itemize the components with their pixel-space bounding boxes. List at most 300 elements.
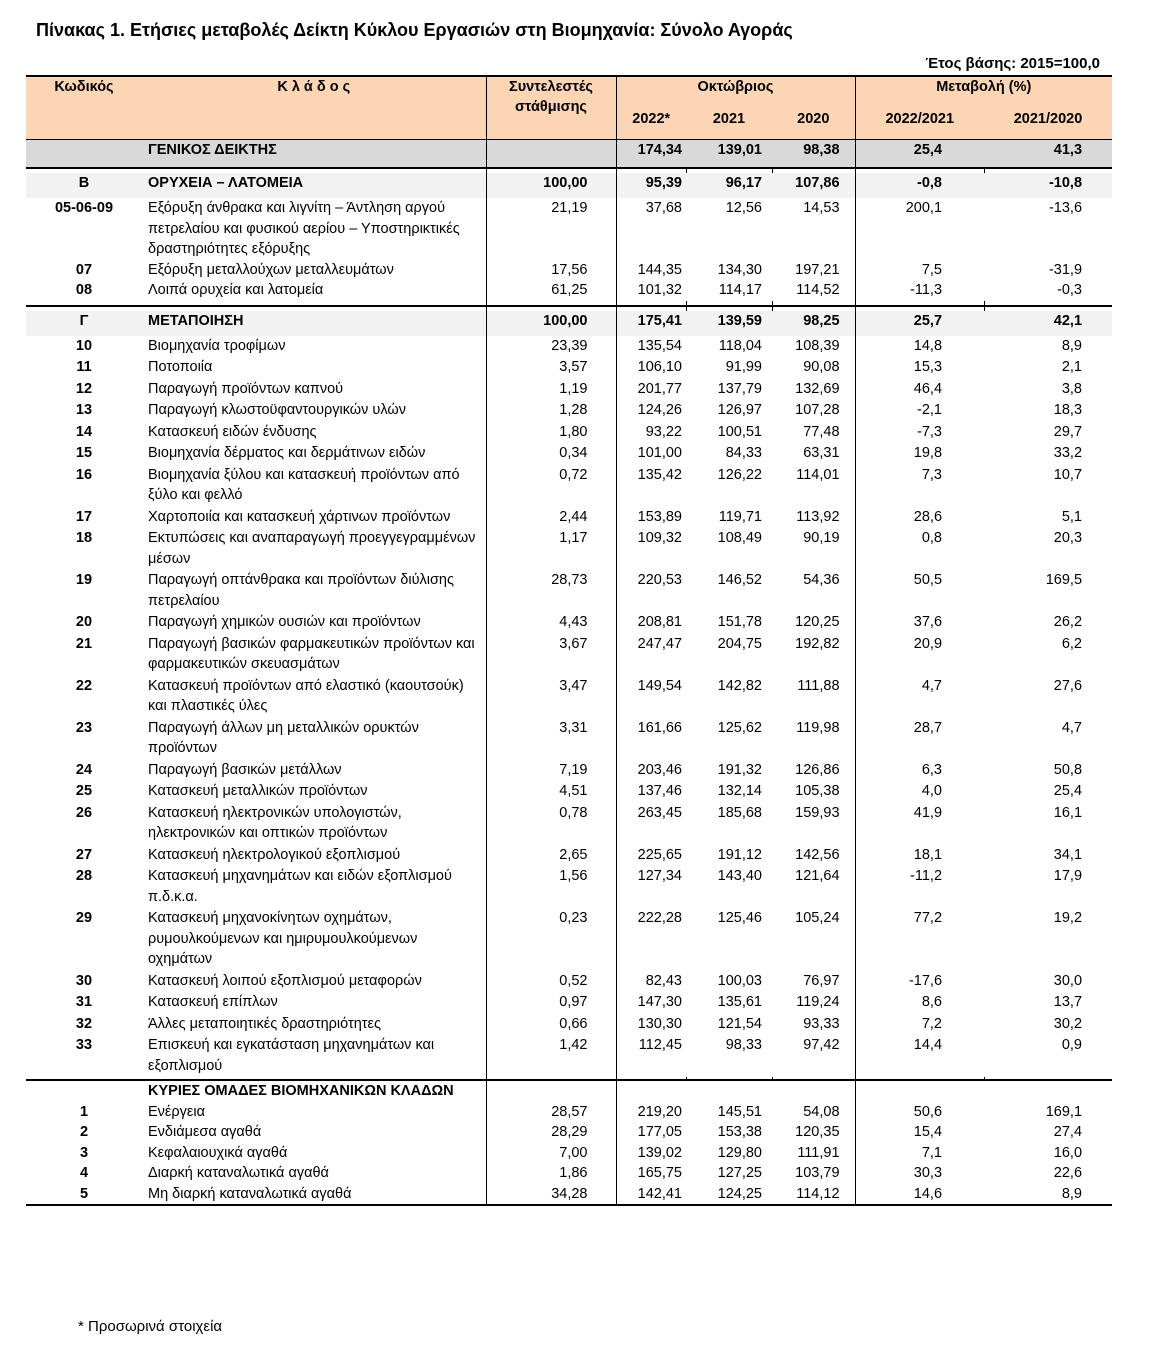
- row-code: 19: [75, 572, 93, 588]
- row-value-2021: 139,59: [686, 311, 772, 336]
- row-value-2022: 201,77: [616, 379, 686, 401]
- row-weight: [486, 1080, 616, 1102]
- table-row: [26, 507, 1112, 529]
- row-value-2020: 107,28: [795, 402, 840, 418]
- row-value-2020: 119,24: [796, 994, 840, 1010]
- row-code: Β: [26, 173, 142, 198]
- row-code: 5: [26, 1184, 142, 1206]
- row-change-1: 6,3: [855, 760, 984, 782]
- row-value-2021: 125,46: [717, 910, 762, 926]
- row-weight: 1,80: [486, 422, 616, 444]
- row-name: Ενδιάμεσα αγαθά: [148, 1124, 262, 1140]
- row-name: Διαρκή καταναλωτικά αγαθά: [148, 1165, 329, 1181]
- row-weight: 1,28: [486, 400, 616, 422]
- table-row: [26, 336, 1112, 358]
- row-change-1: 25,7: [855, 311, 984, 336]
- row-weight: 61,25: [486, 280, 616, 301]
- row-change-1: -2,1: [855, 400, 984, 422]
- row-value-2022: 106,10: [616, 357, 686, 379]
- row-code: 17: [75, 508, 93, 525]
- table-row: [26, 465, 1112, 507]
- row-weight: 0,34: [486, 443, 616, 465]
- row-change-1: 0,8: [855, 528, 984, 570]
- row-value-2020: 159,93: [795, 804, 840, 821]
- row-code: 28: [75, 868, 93, 884]
- row-value-2022: 137,46: [616, 781, 686, 803]
- row-change-1: -11,2: [855, 866, 984, 908]
- row-change-1: 20,9: [855, 634, 984, 676]
- row-weight: 2,44: [486, 507, 616, 529]
- row-value-2020: 113,92: [796, 508, 840, 525]
- row-code: 1: [79, 1103, 89, 1120]
- row-change-2: [984, 1080, 1112, 1102]
- row-value-2020: 142,56: [795, 846, 840, 863]
- row-name: Κατασκευή επίπλων: [148, 994, 278, 1010]
- table-row: [26, 803, 1112, 845]
- table-row: [26, 379, 1112, 401]
- row-change-1: 7,3: [855, 465, 984, 507]
- row-code: 31: [75, 994, 93, 1010]
- section-header-manufacturing: [26, 311, 1112, 336]
- row-code: 29: [75, 910, 93, 926]
- row-value-2021: 146,52: [717, 572, 762, 588]
- row-name: ΚΥΡΙΕΣ ΟΜΑΔΕΣ ΒΙΟΜΗΧΑΝΙΚΩΝ ΚΛΑΔΩΝ: [142, 1080, 486, 1102]
- row-code: 32: [75, 1015, 93, 1032]
- row-change-2: 5,1: [1061, 508, 1083, 525]
- row-code: 27: [75, 846, 93, 863]
- row-value-2022: 142,41: [616, 1184, 686, 1206]
- general-index-label: ΓΕΝΙΚΟΣ ΔΕΙΚΤΗΣ: [142, 140, 486, 169]
- table-row: [26, 1014, 1112, 1036]
- row-value-2022: 144,35: [616, 260, 686, 281]
- table-row: [26, 1102, 1112, 1123]
- row-change-1: 200,1: [855, 198, 984, 260]
- row-weight: 100,00: [486, 173, 616, 198]
- row-weight: 2,65: [486, 845, 616, 867]
- row-value-2021: [686, 1080, 772, 1102]
- row-name: Βιομηχανία ξύλου και κατασκευή προϊόντων από ξύλο και φελλό: [148, 466, 460, 503]
- row-change-1: 77,2: [855, 908, 984, 971]
- header-october: Οκτώβριος: [616, 76, 855, 109]
- row-change-2: 26,2: [1053, 614, 1083, 630]
- row-change-2: 3,8: [1061, 380, 1083, 397]
- row-name: Βιομηχανία τροφίμων: [148, 337, 286, 354]
- row-value-2020: 121,64: [795, 868, 840, 884]
- row-change-2: 2,1: [1061, 359, 1083, 375]
- row-change-2: 16,1: [1053, 804, 1083, 821]
- general-index-2022: 174,34: [616, 140, 686, 169]
- row-weight: 0,66: [486, 1014, 616, 1036]
- row-change-1: [855, 1080, 984, 1102]
- row-name: Παραγωγή οπτάνθρακα και προϊόντων διύλισης πετρελαίου: [148, 572, 454, 609]
- row-code: 13: [75, 402, 93, 418]
- general-index-change-1: 25,4: [855, 140, 984, 169]
- row-value-2021: 121,54: [717, 1015, 762, 1032]
- row-value-2020: 105,38: [795, 783, 840, 799]
- row-name: Εξόρυξη άνθρακα και λιγνίτη – Άντληση αργού πετρελαίου και φυσικού αερίου – Υποστηρικτικές δραστηριότητες εξόρυξης: [148, 200, 460, 257]
- table-row: [26, 260, 1112, 281]
- row-value-2021: 129,80: [717, 1144, 762, 1161]
- table-row: [26, 357, 1112, 379]
- row-name: Ποτοποιία: [148, 359, 213, 375]
- row-value-2022: 149,54: [616, 676, 686, 718]
- row-change-2: 16,0: [1053, 1144, 1083, 1161]
- row-name: Κατασκευή μηχανοκίνητων οχημάτων, ρυμουλκούμενων και ημιρυμουλκούμενων οχημάτων: [148, 910, 418, 967]
- row-value-2021: 132,14: [717, 783, 762, 799]
- row-change-1: 7,2: [855, 1014, 984, 1036]
- row-change-2: 50,8: [1053, 761, 1083, 778]
- row-weight: 23,39: [486, 336, 616, 358]
- row-code: 30: [75, 972, 93, 989]
- table-row: [26, 866, 1112, 908]
- row-weight: 21,19: [486, 198, 616, 260]
- row-change-2: 29,7: [1053, 423, 1083, 440]
- table-row: [26, 1035, 1112, 1077]
- row-value-2022: 93,22: [616, 422, 686, 444]
- row-code: 05-06-09: [54, 200, 114, 216]
- row-value-2022: 139,02: [616, 1143, 686, 1164]
- row-change-2: 13,7: [1053, 994, 1083, 1010]
- table-row: [26, 280, 1112, 301]
- general-index-change-2: 41,3: [984, 140, 1112, 169]
- row-change-1: -17,6: [855, 971, 984, 993]
- row-code: Γ: [26, 311, 142, 336]
- row-value-2020: 103,79: [795, 1165, 840, 1181]
- row-value-2021: 126,22: [717, 466, 762, 483]
- row-weight: 7,00: [486, 1143, 616, 1164]
- row-value-2022: 101,32: [616, 280, 686, 301]
- table-row: [26, 908, 1112, 971]
- table-row: [26, 400, 1112, 422]
- row-code: [26, 1080, 142, 1102]
- row-weight: 34,28: [486, 1184, 616, 1206]
- row-value-2022: 225,65: [616, 845, 686, 867]
- row-value-2021: 91,99: [725, 359, 762, 375]
- row-weight: 1,86: [486, 1163, 616, 1184]
- row-change-2: 30,2: [1053, 1015, 1083, 1032]
- row-weight: 17,56: [486, 260, 616, 281]
- row-change-2: 6,2: [1061, 635, 1083, 652]
- row-value-2020: 108,39: [795, 337, 840, 354]
- row-value-2022: 203,46: [616, 760, 686, 782]
- row-change-2: -0,3: [1057, 282, 1083, 298]
- table-row: [26, 634, 1112, 676]
- row-change-2: 169,5: [1045, 572, 1083, 588]
- row-change-1: 28,6: [855, 507, 984, 529]
- table-row: [26, 1184, 1112, 1206]
- row-weight: 28,57: [486, 1102, 616, 1123]
- row-value-2020: 63,31: [803, 445, 840, 461]
- row-value-2020: 90,08: [803, 359, 840, 375]
- row-code: 22: [75, 677, 93, 694]
- row-name: Εξόρυξη μεταλλούχων μεταλλευμάτων: [148, 261, 394, 278]
- row-weight: 100,00: [486, 311, 616, 336]
- row-change-1: 50,5: [855, 570, 984, 612]
- table-row: [26, 1122, 1112, 1143]
- row-name: Παραγωγή άλλων μη μεταλλικών ορυκτών προϊόντων: [148, 719, 419, 756]
- row-value-2021: 153,38: [717, 1124, 762, 1140]
- header-sector: Κ λ ά δ ο ς: [142, 76, 486, 140]
- data-table: [26, 75, 1112, 1206]
- row-code: 20: [75, 614, 93, 630]
- table-row: [26, 422, 1112, 444]
- row-code: 25: [75, 783, 93, 799]
- row-value-2022: 130,30: [616, 1014, 686, 1036]
- row-change-1: 15,3: [855, 357, 984, 379]
- general-index-2021: 139,01: [686, 140, 772, 169]
- row-change-2: 34,1: [1053, 846, 1083, 863]
- row-value-2021: 191,12: [717, 846, 762, 863]
- row-value-2021: 137,79: [717, 380, 762, 397]
- row-code: 07: [75, 261, 93, 278]
- row-value-2020: 77,48: [803, 423, 840, 440]
- row-name: Κατασκευή ειδών ένδυσης: [148, 423, 317, 440]
- row-weight: 0,97: [486, 992, 616, 1014]
- row-value-2022: 124,26: [616, 400, 686, 422]
- row-weight: 0,52: [486, 971, 616, 993]
- row-change-1: 50,6: [855, 1102, 984, 1123]
- row-name: Κατασκευή λοιπού εξοπλισμού μεταφορών: [148, 972, 422, 989]
- row-change-1: 4,0: [855, 781, 984, 803]
- row-value-2021: 114,17: [718, 282, 762, 298]
- row-code: 16: [75, 466, 93, 483]
- row-value-2021: 185,68: [717, 804, 762, 821]
- row-value-2021: 118,04: [718, 337, 762, 354]
- row-value-2022: 208,81: [616, 612, 686, 634]
- general-index-2020: 98,38: [772, 140, 855, 169]
- row-change-1: 15,4: [855, 1122, 984, 1143]
- row-name: Κατασκευή μηχανημάτων και ειδών εξοπλισμού π.δ.κ.α.: [148, 868, 452, 905]
- row-change-2: 8,9: [1061, 337, 1083, 354]
- row-name: Παραγωγή προϊόντων καπνού: [148, 380, 344, 397]
- row-value-2022: 127,34: [616, 866, 686, 908]
- row-weight: 3,31: [486, 718, 616, 760]
- row-name: Παραγωγή χημικών ουσιών και προϊόντων: [148, 614, 421, 630]
- row-value-2020: 132,69: [795, 380, 840, 397]
- row-value-2022: 175,41: [616, 311, 686, 336]
- row-weight: 4,51: [486, 781, 616, 803]
- row-value-2022: 161,66: [616, 718, 686, 760]
- row-change-1: 14,8: [855, 336, 984, 358]
- general-index-row: [26, 140, 1112, 169]
- row-code: 33: [75, 1037, 93, 1053]
- row-value-2021: 100,03: [717, 972, 762, 989]
- row-change-1: 41,9: [855, 803, 984, 845]
- row-value-2022: 147,30: [616, 992, 686, 1014]
- row-value-2021: 119,71: [718, 508, 762, 525]
- row-code: 08: [75, 282, 93, 298]
- row-value-2022: 219,20: [616, 1102, 686, 1123]
- row-value-2020: 111,91: [797, 1144, 840, 1161]
- row-value-2020: 120,25: [795, 614, 840, 630]
- row-weight: 3,57: [486, 357, 616, 379]
- row-value-2022: 37,68: [616, 198, 686, 260]
- row-change-2: -10,8: [984, 173, 1112, 198]
- row-change-2: 27,4: [1053, 1124, 1083, 1140]
- row-value-2020: 105,24: [795, 910, 840, 926]
- row-name: Μη διαρκή καταναλωτικά αγαθά: [142, 1184, 486, 1206]
- row-value-2022: 135,42: [616, 465, 686, 507]
- header-change-2022-2021: 2022/2021: [855, 109, 984, 140]
- page-title: Πίνακας 1. Ετήσιες μεταβολές Δείκτη Κύκλου Εργασιών στη Βιομηχανία: Σύνολο Αγοράς: [36, 20, 793, 40]
- row-value-2022: 177,05: [616, 1122, 686, 1143]
- row-change-1: 30,3: [855, 1163, 984, 1184]
- row-code: 15: [75, 445, 93, 461]
- row-change-1: 7,5: [855, 260, 984, 281]
- row-value-2020: 114,12: [772, 1184, 855, 1206]
- table-row: [26, 718, 1112, 760]
- row-value-2020: 111,88: [797, 677, 840, 694]
- row-weight: 1,56: [486, 866, 616, 908]
- row-value-2022: 109,32: [616, 528, 686, 570]
- row-value-2020: 192,82: [795, 635, 840, 652]
- row-weight: 28,73: [486, 570, 616, 612]
- row-value-2022: 95,39: [616, 173, 686, 198]
- row-change-2: 4,7: [1061, 719, 1083, 736]
- row-value-2021: 204,75: [717, 635, 762, 652]
- row-value-2020: 114,52: [796, 282, 840, 298]
- row-value-2020: [772, 1080, 855, 1102]
- row-weight: 1,19: [486, 379, 616, 401]
- row-weight: 28,29: [486, 1122, 616, 1143]
- table-row: [26, 676, 1112, 718]
- row-change-2: 33,2: [1053, 445, 1083, 461]
- row-value-2021: 100,51: [717, 423, 762, 440]
- row-code: 14: [75, 423, 93, 440]
- row-weight: 1,17: [486, 528, 616, 570]
- row-value-2022: 112,45: [616, 1035, 686, 1077]
- row-name: Ενέργεια: [148, 1103, 205, 1120]
- row-value-2021: 96,17: [686, 173, 772, 198]
- row-code: 24: [75, 761, 93, 778]
- row-value-2020: 14,53: [803, 200, 840, 216]
- row-change-2: 42,1: [984, 311, 1112, 336]
- row-change-1: -11,3: [855, 280, 984, 301]
- row-value-2020: 76,97: [803, 972, 840, 989]
- row-weight: 0,78: [486, 803, 616, 845]
- row-weight: 0,23: [486, 908, 616, 971]
- footnote: * Προσωρινά στοιχεία: [78, 1318, 223, 1335]
- row-value-2021: 142,82: [717, 677, 762, 694]
- row-name: Επισκευή και εγκατάσταση μηχανημάτων και εξοπλισμού: [148, 1037, 435, 1074]
- row-change-2: -13,6: [1048, 200, 1083, 216]
- row-value-2021: 127,25: [717, 1165, 762, 1181]
- row-change-1: 37,6: [855, 612, 984, 634]
- row-change-1: 4,7: [855, 676, 984, 718]
- row-value-2022: 220,53: [616, 570, 686, 612]
- header-2022: 2022*: [616, 109, 686, 140]
- row-change-1: 7,1: [855, 1143, 984, 1164]
- row-value-2020: 197,21: [795, 261, 840, 278]
- row-value-2020: 120,35: [795, 1124, 840, 1140]
- row-change-1: 14,6: [855, 1184, 984, 1206]
- row-name: Βιομηχανία δέρματος και δερμάτινων ειδών: [148, 445, 426, 461]
- row-value-2020: 97,42: [803, 1037, 840, 1053]
- header-2020: 2020: [772, 109, 855, 140]
- row-change-1: 19,8: [855, 443, 984, 465]
- row-value-2021: 124,25: [686, 1184, 772, 1206]
- row-name: Λοιπά ορυχεία και λατομεία: [148, 282, 324, 298]
- row-code: 3: [79, 1144, 89, 1161]
- header-weights: Συντελεστές στάθμισης: [486, 76, 616, 140]
- table-row: [26, 612, 1112, 634]
- row-change-2: 18,3: [1053, 402, 1083, 418]
- table-row: [26, 570, 1112, 612]
- row-value-2021: 108,49: [717, 530, 762, 546]
- row-change-1: 46,4: [855, 379, 984, 401]
- table-row: [26, 781, 1112, 803]
- row-value-2021: 12,56: [725, 200, 762, 216]
- row-change-2: -31,9: [1048, 261, 1083, 278]
- row-code: 4: [79, 1165, 89, 1181]
- row-name: ΟΡΥΧΕΙΑ – ΛΑΤΟΜΕΙΑ: [142, 173, 486, 198]
- row-change-2: 19,2: [1053, 910, 1083, 926]
- row-change-1: 18,1: [855, 845, 984, 867]
- row-name: Κατασκευή μεταλλικών προϊόντων: [148, 783, 368, 799]
- table-row: [26, 1143, 1112, 1164]
- row-value-2020: 93,33: [803, 1015, 840, 1032]
- row-change-1: -7,3: [855, 422, 984, 444]
- row-value-2021: 135,61: [717, 994, 762, 1010]
- row-value-2021: 143,40: [717, 868, 762, 884]
- row-change-2: 27,6: [1053, 677, 1083, 694]
- row-change-1: -0,8: [855, 173, 984, 198]
- row-change-2: 169,1: [1045, 1103, 1083, 1120]
- table-row: [26, 845, 1112, 867]
- row-value-2020: 54,36: [803, 572, 840, 588]
- row-name: Άλλες μεταποιητικές δραστηριότητες: [148, 1015, 381, 1032]
- row-weight: 0,72: [486, 465, 616, 507]
- row-code: 21: [75, 635, 93, 652]
- row-weight: 3,47: [486, 676, 616, 718]
- row-value-2020: 98,25: [772, 311, 855, 336]
- row-value-2022: 82,43: [616, 971, 686, 993]
- groups-header-row: [26, 1080, 1112, 1102]
- row-value-2020: 107,86: [772, 173, 855, 198]
- row-value-2022: 153,89: [616, 507, 686, 529]
- row-value-2020: 54,08: [803, 1103, 840, 1120]
- table-row: [26, 198, 1112, 260]
- row-change-1: 8,6: [855, 992, 984, 1014]
- table-row: [26, 971, 1112, 993]
- row-code: 23: [75, 719, 93, 736]
- header-2021: 2021: [686, 109, 772, 140]
- row-value-2021: 145,51: [717, 1103, 762, 1120]
- table-row: [26, 443, 1112, 465]
- row-value-2022: 101,00: [616, 443, 686, 465]
- row-value-2020: 114,01: [796, 466, 840, 483]
- row-value-2021: 191,32: [717, 761, 762, 778]
- row-value-2022: 247,47: [616, 634, 686, 676]
- row-change-2: 20,3: [1053, 530, 1083, 546]
- row-value-2021: 151,78: [717, 614, 762, 630]
- header-change: Μεταβολή (%): [855, 76, 1112, 109]
- row-code: 18: [75, 530, 93, 546]
- row-weight: 7,19: [486, 760, 616, 782]
- row-value-2022: 222,28: [616, 908, 686, 971]
- row-name: Εκτυπώσεις και αναπαραγωγή προεγγεγραμμένων μέσων: [148, 530, 476, 567]
- row-value-2021: 134,30: [717, 261, 762, 278]
- header-change-2021-2020: 2021/2020: [984, 109, 1112, 140]
- row-name: Χαρτοποιία και κατασκευή χάρτινων προϊόντων: [148, 508, 451, 525]
- row-change-2: 30,0: [1053, 972, 1083, 989]
- row-change-2: 25,4: [1053, 783, 1083, 799]
- row-value-2021: 84,33: [725, 445, 762, 461]
- row-value-2020: 126,86: [795, 761, 840, 778]
- row-value-2022: [616, 1080, 686, 1102]
- row-value-2021: 126,97: [717, 402, 762, 418]
- row-weight: 1,42: [486, 1035, 616, 1077]
